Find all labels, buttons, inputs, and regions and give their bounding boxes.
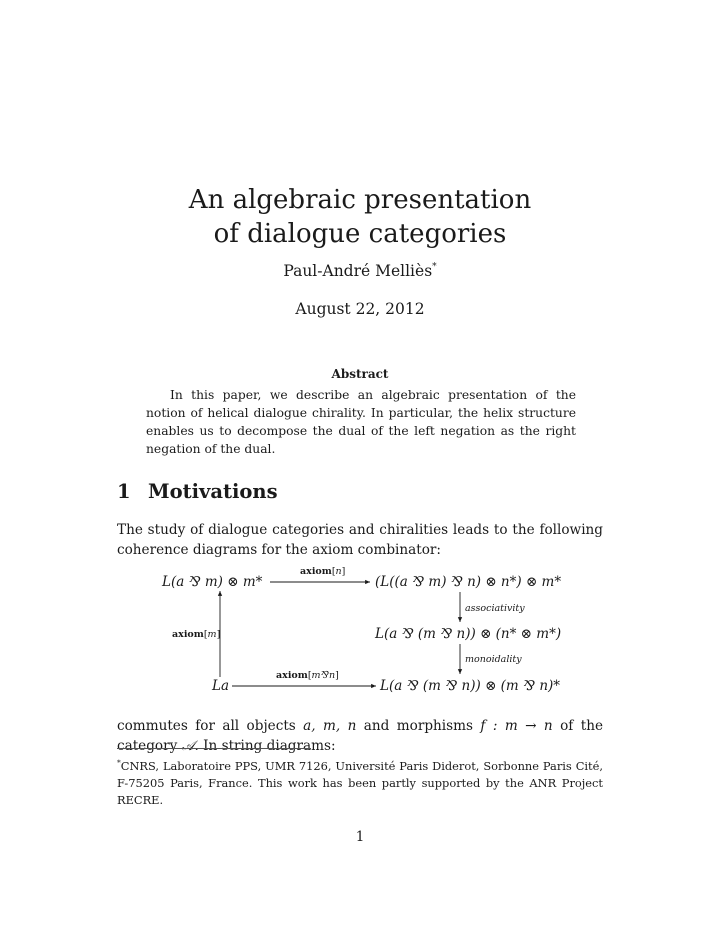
intro-paragraph: The study of dialogue categories and chiralities leads to the following coherence diagrams for the axiom combinator: [117,522,603,558]
footnote-text: CNRS, Laboratoire PPS, UMR 7126, Université Paris Diderot, Sorbonne Paris Cité, F-75205 Paris, France. This work has been partly supported by the ANR Project RECRE. [117,759,603,807]
section-number: 1 [117,480,131,503]
closing-objects: a, m, n [303,718,357,734]
diagram-bottom-left: La [212,678,230,694]
title-line-2: of dialogue categories [213,219,507,249]
top-arrow-label: axiom[n] [300,566,346,577]
closing-text-1: commutes for all objects [117,718,304,734]
diagram-top-right: (L((a ⅋ m) ⅋ n) ⊗ n*) ⊗ m* [375,574,562,590]
bottom-arrow-label: axiom[m⅋n] [276,670,339,681]
page-number: 1 [355,829,365,845]
footnote [117,754,603,809]
closing-paragraph [117,716,603,756]
date: August 22, 2012 [295,300,425,318]
closing-text-2: and morphisms [356,718,481,734]
abstract-heading: Abstract [331,367,389,381]
right-lower-arrow-label: monoidality [465,654,522,665]
diagram-middle-right: L(a ⅋ (m ⅋ n)) ⊗ (n* ⊗ m*) [375,626,562,642]
paper-title [0,183,720,251]
closing-text-4: . In string diagrams: [194,738,336,754]
diagram-top-left: L(a ⅋ m) ⊗ m* [162,574,263,590]
author-footnote-mark: * [432,262,437,272]
author [0,262,720,280]
author-name: Paul-André Melliès [283,262,433,280]
abstract-body: In this paper, we describe an algebraic presentation of the notion of helical dialogue chirality. In particular, the helix structure enables us to decompose the dual of the left negation as the right negation of the dual. [146,388,576,456]
diagram-bottom-right: L(a ⅋ (m ⅋ n)) ⊗ (m ⅋ n)* [380,678,561,694]
section-heading [117,480,278,503]
closing-text-3: of the category [117,718,604,754]
left-arrow-label: axiom[m] [172,629,221,640]
title-line-1: An algebraic presentation [188,185,532,215]
footnote-mark: * [117,758,121,767]
right-upper-arrow-label: associativity [465,603,525,614]
closing-morphism: f : m → n [480,718,553,734]
footnote-rule [117,748,311,749]
section-title: Motivations [148,480,278,503]
closing-category: 𝒜 [181,738,195,754]
coherence-diagram [140,558,590,708]
